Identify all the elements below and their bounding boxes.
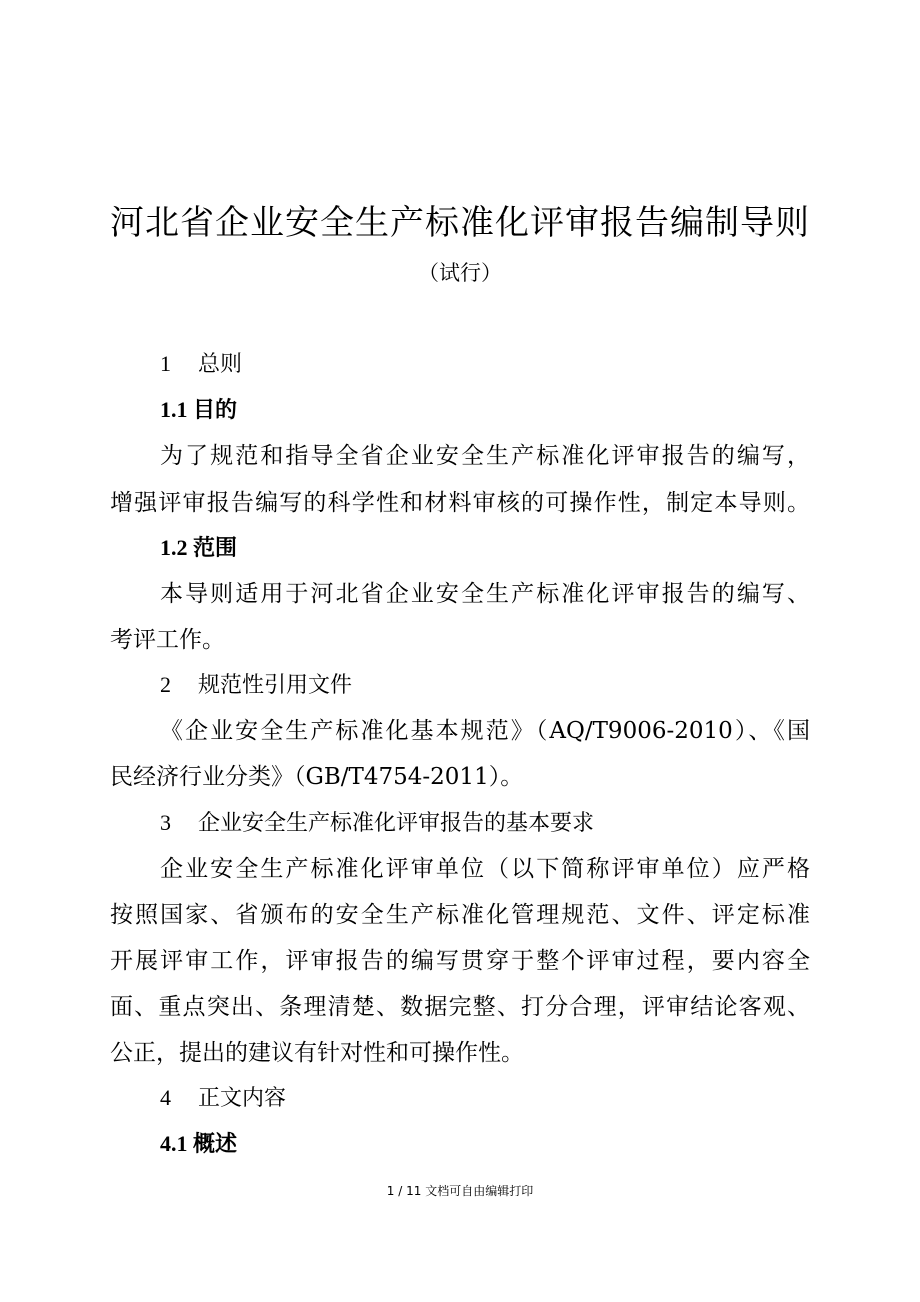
section-title: 总则: [198, 352, 243, 377]
section-title: 概述: [193, 1132, 238, 1157]
section-number: 1.1: [160, 397, 188, 422]
section-title: 正文内容: [198, 1086, 287, 1111]
section-1-1-heading: [110, 394, 810, 427]
paragraph-line: 为了规范和指导全省企业安全生产标准化评审报告的编写，: [160, 443, 810, 469]
section-number: 4: [160, 1085, 171, 1110]
section-1-2-heading: [110, 532, 810, 565]
paragraph-line: 《企业安全生产标准化基本规范》（AQ/T9006-2010）、《国: [160, 718, 810, 744]
section-4-1-heading: [110, 1128, 810, 1161]
paragraph-line: 按照国家、省颁布的安全生产标准化管理规范、文件、评定标准: [110, 902, 810, 928]
section-number: 4.1: [160, 1131, 188, 1156]
document-title: 河北省企业安全生产标准化评审报告编制导则: [110, 203, 810, 243]
paragraph-line: 面、重点突出、条理清楚、数据完整、打分合理，评审结论客观、: [110, 994, 810, 1020]
section-2-heading: [110, 669, 810, 702]
paragraph-line: 考评工作。: [110, 627, 225, 653]
section-title: 范围: [193, 536, 238, 561]
paragraph-line: 企业安全生产标准化评审单位（以下简称评审单位）应严格: [160, 856, 810, 882]
section-3-heading: [110, 807, 810, 840]
section-4-heading: [110, 1082, 810, 1115]
section-title: 目的: [193, 398, 238, 423]
paragraph-line: 开展评审工作，评审报告的编写贯穿于整个评审过程，要内容全: [110, 948, 810, 974]
page-footer: 1 / 11 文档可自由编辑打印: [386, 1184, 534, 1198]
section-number: 1: [160, 351, 171, 376]
section-title: 企业安全生产标准化评审报告的基本要求: [198, 811, 595, 836]
section-1-heading: [110, 348, 810, 381]
section-number: 1.2: [160, 535, 188, 560]
paragraph-line: 增强评审报告编写的科学性和材料审核的可操作性，制定本导则。: [110, 490, 810, 516]
paragraph-line: 本导则适用于河北省企业安全生产标准化评审报告的编写、: [160, 581, 810, 607]
section-number: 3: [160, 810, 171, 835]
paragraph-line: 民经济行业分类》（GB/T4754-2011）。: [110, 764, 524, 790]
section-title: 规范性引用文件: [198, 673, 353, 698]
section-number: 2: [160, 672, 171, 697]
paragraph-line: 公正，提出的建议有针对性和可操作性。: [110, 1040, 524, 1066]
document-subtitle: （试行）: [418, 261, 502, 285]
